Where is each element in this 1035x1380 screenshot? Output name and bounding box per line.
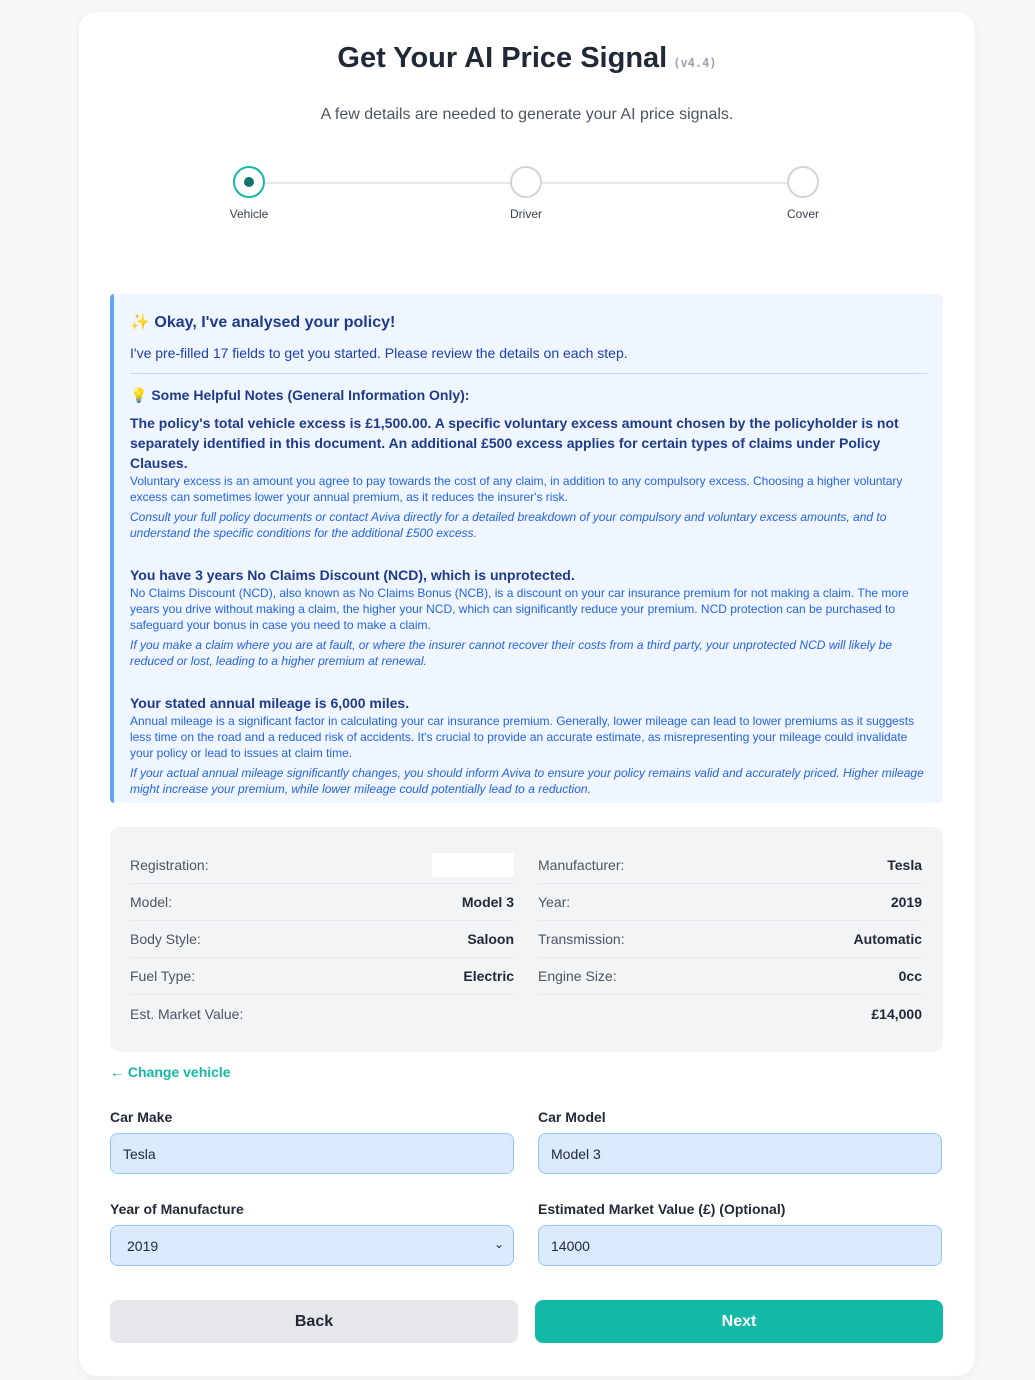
page-title: Get Your AI Price Signal [337,42,668,74]
note-body: Annual mileage is a significant factor in calculating your car insurance premium. Generally, lower mileage can lead to lower premiums as it suggests less time on the road and a reduced risk of accidents. It's crucial to provide an accurate estimate, as misrepresenting your mileage could invalidate your policy or lead to issues at claim time. [130,714,915,760]
summary-key: Year: [538,894,571,910]
analysis-heading-text: Okay, I've analysed your policy! [154,314,396,331]
step-label: Cover [786,207,819,221]
summary-value: Saloon [467,931,514,947]
summary-key: Transmission: [538,931,625,947]
summary-row-engine-size [538,958,922,995]
market-value-input[interactable] [538,1225,942,1266]
summary-row-model [130,884,514,921]
version-badge: (v4.4) [673,56,717,70]
summary-key: Manufacturer: [538,857,625,873]
next-button[interactable]: Next [535,1300,943,1343]
summary-value: 2019 [890,894,922,910]
note-heading: The policy's total vehicle excess is £1,500.00. A specific voluntary excess amount chosen by the policyholder is not separately identified in this document. An additional £500 excess applies for certain types of claims under Policy Clauses. [130,415,899,471]
summary-value: 0cc [898,968,922,984]
note-excess [130,413,927,541]
note-heading: You have 3 years No Claims Discount (NCD), which is unprotected. [130,567,575,583]
car-make-label: Car Make [110,1109,173,1125]
year-select[interactable] [110,1225,514,1266]
note-ncd [130,565,927,669]
car-model-input[interactable] [538,1133,942,1174]
market-value-label: Estimated Market Value (£) (Optional) [538,1201,786,1217]
summary-row-body-style [130,921,514,958]
summary-key: Registration: [130,857,209,873]
step-cover[interactable] [763,166,843,221]
analysis-intro: I've pre-filled 17 fields to get you started. Please review the details on each step. [130,345,628,361]
analysis-heading [130,312,927,332]
summary-row-fuel-type [130,958,514,995]
divider [130,373,927,374]
summary-row-market-value [130,995,922,1032]
lightbulb-icon: 💡 [130,387,148,403]
year-select-wrapper [110,1225,514,1266]
policy-analysis-panel [110,294,943,803]
summary-column-left [130,847,514,995]
note-mileage [130,693,927,797]
note-tip: If your actual annual mileage significantly changes, you should inform Aviva to ensure your policy remains valid and accurately priced. Higher mileage might increase your premium, while lower mileage could potentially lead to a reduction. [130,766,924,796]
summary-key: Body Style: [130,931,201,947]
car-model-label: Car Model [538,1109,606,1125]
summary-row-transmission [538,921,922,958]
note-tip: Consult your full policy documents or contact Aviva directly for a detailed breakdown of your compulsory and voluntary excess amounts, and to understand the specific conditions for the additional £500 excess. [130,510,887,540]
notes-title-text: Some Helpful Notes (General Information Only): [151,387,470,403]
summary-row-registration [130,847,514,884]
note-tip: If you make a claim where you are at fault, or where the insurer cannot recover their costs from a third party, your unprotected NCD will likely be reduced or lost, leading to a higher premium at renewal. [130,638,893,668]
back-button[interactable]: Back [110,1300,518,1343]
step-pending-icon [510,166,542,198]
sparkle-icon: ✨ [130,314,150,331]
summary-row-manufacturer [538,847,922,884]
summary-column-right [538,847,922,995]
progress-stepper [209,166,819,226]
page-subtitle: A few details are needed to generate your AI price signals. [320,106,734,123]
summary-value: Electric [463,968,514,984]
notes-title [130,387,927,404]
summary-key: Fuel Type: [130,968,196,984]
step-label: Vehicle [229,207,269,221]
step-driver[interactable] [486,166,566,221]
vehicle-summary [110,827,943,1052]
summary-value: Automatic [853,931,922,947]
note-body: No Claims Discount (NCD), also known as No Claims Bonus (NCB), is a discount on your car insurance premium for not making a claim. The more years you drive without making a claim, the higher your NCD, which can significantly reduce your premium. NCD protection can be purchased to safeguard your bonus in case you need to make a claim. [130,586,909,632]
step-vehicle[interactable] [209,166,289,221]
summary-value: Model 3 [461,894,514,910]
change-vehicle-link[interactable]: ← Change vehicle [110,1064,231,1080]
summary-key: Engine Size: [538,968,617,984]
step-connector [249,182,526,184]
summary-key: Est. Market Value: [130,1005,244,1022]
step-label: Driver [510,207,542,221]
step-active-icon [233,166,265,198]
summary-value: Tesla [887,857,922,873]
step-pending-icon [787,166,819,198]
quote-card [79,12,975,1376]
summary-value: £14,000 [871,1005,922,1022]
note-body: Voluntary excess is an amount you agree to pay towards the cost of any claim, in addition to any compulsory excess. Choosing a higher voluntary excess can sometimes lower your annual premium, as it reduces the insurer's risk. [130,474,903,504]
registration-value [432,853,514,877]
year-label: Year of Manufacture [110,1201,244,1217]
summary-row-year [538,884,922,921]
note-heading: Your stated annual mileage is 6,000 miles. [130,695,410,711]
chevron-down-icon: ⌄ [493,1237,504,1251]
step-connector [526,182,803,184]
car-make-input[interactable] [110,1133,514,1174]
summary-key: Model: [130,894,173,910]
title-row [79,42,975,75]
